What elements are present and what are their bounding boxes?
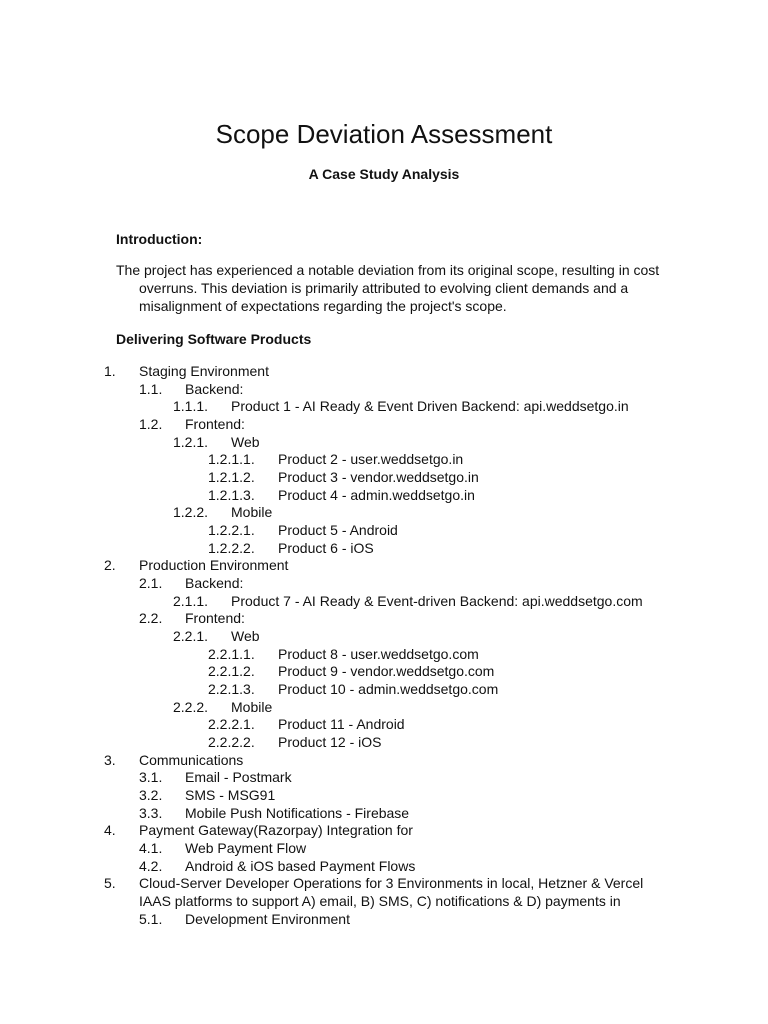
outline-item — [0, 503, 768, 521]
outline-item — [0, 857, 768, 875]
outline-item-number: 4. — [104, 822, 116, 839]
outline-item-text: Product 3 - vendor.weddsetgo.in — [278, 469, 479, 486]
outline-item-number: 1.2.2.2. — [208, 539, 255, 556]
outline-item — [0, 839, 768, 857]
outline-item-number: 1.2.2.1. — [208, 522, 255, 539]
outline-item-number: 1.1.1. — [173, 398, 209, 415]
outline-item-text: Mobile Push Notifications - Firebase — [185, 804, 410, 821]
outline-item — [0, 786, 768, 804]
outline-item-number: 5.1. — [139, 910, 163, 927]
outline-item — [0, 415, 768, 433]
outline-item — [0, 486, 768, 504]
outline-item-number: 2.2.1.2. — [208, 663, 255, 680]
outline-item-text: Frontend: — [185, 610, 245, 627]
outline-item — [0, 609, 768, 627]
outline-item-number: 2.2.1.1. — [208, 645, 255, 662]
outline-item-text: Product 10 - admin.weddsetgo.com — [278, 681, 499, 698]
outline-item-text: Backend: — [185, 575, 244, 592]
outline-item — [0, 680, 768, 698]
outline-item-text: Product 6 - iOS — [278, 539, 374, 556]
outline-item — [0, 751, 768, 769]
introduction-heading: Introduction: — [116, 231, 203, 247]
document-subtitle: A Case Study Analysis — [308, 166, 460, 182]
outline-item-number: 1. — [104, 363, 116, 379]
outline-item-text: Development Environment — [185, 910, 350, 927]
deliverables-outline — [0, 362, 768, 928]
outline-item-text: Payment Gateway(Razorpay) Integration for — [139, 822, 413, 839]
outline-item-number: 2.1. — [139, 575, 163, 592]
outline-item-text: Backend: — [185, 380, 244, 397]
outline-item-number: 1.1. — [139, 380, 163, 397]
outline-item-number: 2.2.2. — [173, 698, 209, 715]
outline-item-text: Product 12 - iOS — [278, 734, 382, 751]
outline-item-text: Frontend: — [185, 416, 245, 433]
outline-item-text: Product 4 - admin.weddsetgo.in — [278, 486, 475, 503]
outline-item-number: 2.1.1. — [173, 592, 209, 609]
delivering-products-heading: Delivering Software Products — [116, 331, 312, 347]
outline-item-text: Android & iOS based Payment Flows — [185, 857, 416, 874]
outline-item — [0, 574, 768, 592]
outline-item-text: Email - Postmark — [185, 769, 292, 786]
outline-item-number: 1.2.2. — [173, 504, 209, 521]
outline-item-number: 2.2.2.1. — [208, 716, 255, 733]
outline-item-text: Web — [231, 628, 260, 645]
outline-item-number: 4.2. — [139, 857, 163, 874]
outline-item — [0, 450, 768, 468]
outline-item-number: 1.2.1.1. — [208, 451, 255, 468]
outline-item-number: 2.2.1. — [173, 628, 209, 645]
outline-item — [0, 397, 768, 415]
outline-item — [0, 715, 768, 733]
outline-item-number: 4.1. — [139, 840, 163, 857]
outline-item-number: 5. — [104, 875, 116, 892]
outline-item-number: 3. — [104, 751, 116, 768]
introduction-paragraph: The project has experienced a notable deviation from its original scope, resulting in cost overruns. This deviation is primarily attributed to evolving client demands and a misalignment of expectations regarding the project's scope. — [116, 262, 660, 314]
outline-item-text: Mobile — [231, 504, 273, 521]
outline-item — [0, 592, 768, 610]
outline-item-text: Production Environment — [139, 557, 289, 574]
outline-item-number: 1.2. — [139, 416, 163, 433]
outline-item — [0, 539, 768, 557]
document-title: Scope Deviation Assessment — [215, 119, 553, 149]
outline-item — [0, 627, 768, 645]
outline-item — [0, 521, 768, 539]
outline-item — [0, 698, 768, 716]
outline-item — [0, 874, 768, 909]
outline-item-number: 3.2. — [139, 787, 163, 804]
outline-item — [0, 910, 768, 928]
outline-item-number: 1.2.1. — [173, 433, 209, 450]
outline-item — [0, 556, 768, 574]
outline-item-text: Web — [231, 433, 260, 450]
outline-item — [0, 662, 768, 680]
outline-item — [0, 733, 768, 751]
outline-item-text: Product 5 - Android — [278, 522, 398, 539]
outline-item-number: 2.2.2.2. — [208, 734, 255, 751]
outline-item-number: 3.3. — [139, 804, 163, 821]
outline-item-text: Product 7 - AI Ready & Event-driven Backend: api.weddsetgo.com — [231, 592, 643, 609]
outline-item — [0, 433, 768, 451]
outline-item-text: Web Payment Flow — [185, 840, 307, 857]
outline-item-number: 2. — [104, 557, 116, 574]
outline-item — [0, 380, 768, 398]
outline-item-number: 2.2.1.3. — [208, 681, 255, 698]
outline-item — [0, 362, 768, 380]
outline-item-text: Cloud-Server Developer Operations for 3 Environments in local, Hetzner & Vercel IAAS platforms to support A) email, B) SMS, C) notifications & D) payments in — [139, 875, 644, 910]
outline-item-text: Communications — [139, 751, 244, 768]
outline-item — [0, 821, 768, 839]
outline-item-number: 3.1. — [139, 769, 163, 786]
outline-item-number: 1.2.1.3. — [208, 486, 255, 503]
outline-item — [0, 645, 768, 663]
outline-item-text: Product 8 - user.weddsetgo.com — [278, 645, 479, 662]
outline-item-text: SMS - MSG91 — [185, 787, 276, 804]
outline-item — [0, 804, 768, 822]
outline-item-text: Product 11 - Android — [278, 716, 405, 733]
outline-item — [0, 468, 768, 486]
outline-item-text: Staging Environment — [139, 363, 269, 379]
outline-item — [0, 768, 768, 786]
outline-item-text: Product 9 - vendor.weddsetgo.com — [278, 663, 495, 680]
outline-item-text: Mobile — [231, 698, 273, 715]
outline-item-number: 1.2.1.2. — [208, 469, 255, 486]
outline-item-text: Product 1 - AI Ready & Event Driven Backend: api.weddsetgo.in — [231, 398, 629, 415]
outline-item-number: 2.2. — [139, 610, 163, 627]
outline-item-text: Product 2 - user.weddsetgo.in — [278, 451, 464, 468]
